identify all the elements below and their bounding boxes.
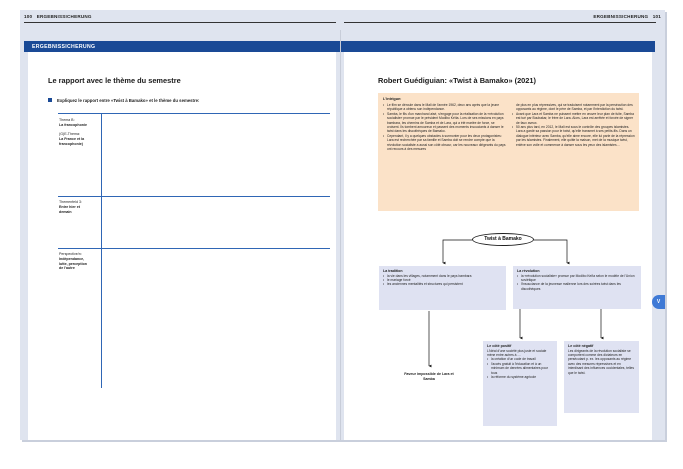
intrigue-paragraph: de plus en plus répressives, qui se traduisent notamment par la persécution des opposants au régime, dont le père de Samba, et par l'interdiction du twist. (516, 103, 633, 112)
form-line-text: demain (59, 209, 72, 214)
box-negatif-title: Le côté négatif (568, 344, 594, 348)
section-banner-label: ERGEBNISSICHERUNG (32, 43, 96, 50)
form-line-text: Themenfeld 3: (59, 200, 82, 204)
form-line-text: lutte, perception (59, 261, 87, 266)
box-negatif (564, 341, 639, 413)
box-revolution-title: La révolution (517, 269, 540, 273)
left-section-name: ERGEBNISSICHERUNG (36, 14, 92, 19)
right-section-name: ERGEBNISSICHERUNG (593, 14, 649, 19)
form-line-text: de l'autre (59, 266, 75, 271)
form-line-text: (G)E-Thema: (59, 132, 80, 137)
form-line-text: Perspective/n: (59, 252, 82, 256)
box-positif-title: Le côté positif (487, 344, 512, 348)
intrigue-paragraph: • Avant que Lara et Samba ne puissent mettre en œuvre leur plan de fuite, Samba est tué par Boubakar, le frère de Lara. Alors, Lara est arrêtée et forcée de signer de faux aveux. (512, 112, 636, 125)
positif-item: • l'accès gratuit à l'éducation et à un minimum de denrées alimentaires pour tous (487, 362, 553, 375)
connector-tradition (443, 240, 472, 263)
tradition-item: • le mariage forcé (383, 278, 502, 282)
intrigue-title: L'intrigue: (383, 97, 402, 101)
form-line-text: Entre hier et (59, 204, 80, 209)
intrigue-paragraph: • 50 ans plus tard, en 2012, le Mali est sous le contrôle des groupes islamistes. Lara a gardé sa passion pour le twist, qu'elle transmet à ses petits-fils. Dans un dialogue intérieur avec Samba, qu'elle aime encore, elle lui parle de la répression par les islamistes. Finalement, elle quitte la maison, met de la musique twist, enlève son voile et commence à danser sous les yeux des islamistes… (512, 125, 636, 147)
positif-intro: L'idéal d'une société plus juste et sociale mène entre autres à … (487, 348, 547, 357)
right-page-title: Robert Guédiguian: «Twist à Bamako» (2021) (378, 76, 536, 85)
box-tradition-title: La tradition (383, 269, 403, 273)
negatif-text: Les dirigeants de la révolution socialiste se comportent comme des dictateurs en persécutant p. ex. les opposants au régime avec des mesures répressives et en interdisant des influences occidentales, telles que le twist. (568, 348, 634, 375)
intrigue-paragraph: • Le film se déroule dans le Mali de l'année 1962, deux ans après que la jeune république a obtenu son indépendance. (383, 103, 507, 112)
box-positif (483, 341, 557, 426)
left-page-title: Le rapport avec le thème du semestre (48, 76, 181, 85)
right-page-number: 101 (652, 14, 661, 19)
connector-revolution (534, 240, 567, 263)
left-page-number: 100 (24, 14, 33, 19)
tradition-item: • les anciennes mentalités et structures qui persistent (383, 282, 502, 286)
form-line-text: Indépendance, (59, 256, 85, 261)
revolution-item: • l'insouciance de la jeunesse malienne lors des soirées twist dans les discothèques (517, 282, 637, 291)
revolution-item: • la «révolution socialiste» promue par Modibo Keïta selon le modèle de l'Union soviétique (517, 274, 637, 283)
tradition-item: • la vie dans les villages, notamment dans le pays bambara (383, 274, 502, 278)
box-revolution (513, 266, 641, 309)
form-line-text: Thema B: (59, 118, 75, 122)
box-tradition (379, 266, 506, 310)
form-line-text: francophonie) (59, 141, 83, 146)
positif-item: • la réforme du système agricole (487, 375, 553, 379)
positif-item: • la création d'un code de travail (487, 357, 553, 361)
form-line-text: La francophonie (59, 122, 87, 127)
intrigue-paragraph: • Samba, le fils d'un marchand aisé, s'engage pour la réalisation de la «révolution socialiste» promue par le président Modibo Keïta. Lors de ses missions en pays bambara, les chemins de Samba et de Lara, qui a été mariée de force, se croisent. Ils tombent amoureux et passent des moments insouciants à danser le twist dans les discothèques de Bamako. (383, 112, 507, 134)
intrigue-paragraph: • Cependant, il y a quelques obstacles à surmonter pour les deux protagonistes: Lara est recherchée par sa famille et Samba doit se rendre compte que la révolution socialiste a aussi son côté obscur, car les nouveaux dirigeants du pays ont recours à des mesures (383, 134, 507, 152)
chapter-side-tab[interactable]: V (652, 295, 665, 309)
diagram-center-oval: Twist à Bamako (472, 233, 534, 246)
form-line-text: La France et la (59, 137, 85, 142)
faveur-label: Faveur impossible de Lara et Samba (404, 372, 454, 381)
task-instruction: Expliquez le rapport entre «Twist à Bamako» et le thème du semestre: (57, 98, 200, 103)
